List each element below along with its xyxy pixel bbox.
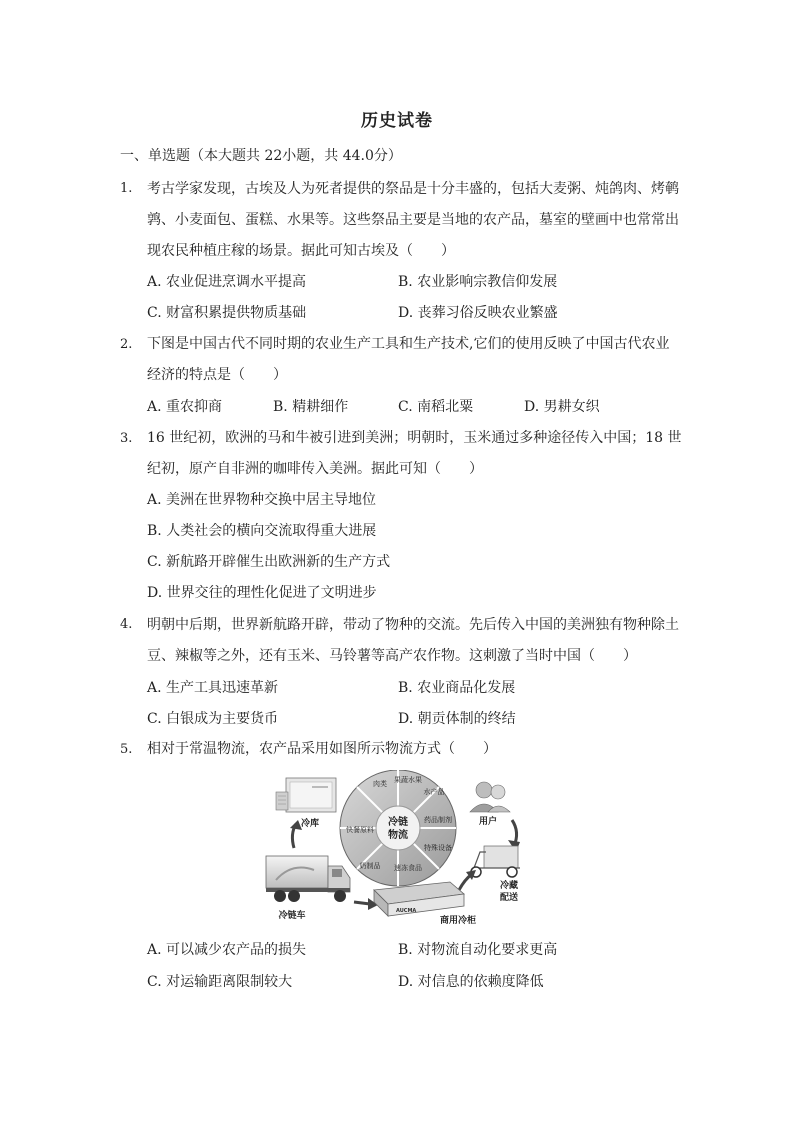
page-title: 历史试卷 [361, 111, 433, 131]
question-5-option-a[interactable]: A. 可以减少农产品的损失 [147, 942, 307, 958]
question-3-text-line-2: 纪初，原产自非洲的咖啡传入美洲。据此可知（ ） [147, 461, 483, 477]
question-3-option-c[interactable]: C. 新航路开辟催生出欧洲新的生产方式 [147, 554, 391, 570]
question-4-option-d[interactable]: D. 朝贡体制的终结 [398, 711, 516, 727]
segment-label-special: 特殊设备 [424, 844, 452, 852]
question-5-option-c[interactable]: C. 对运输距离限制较大 [147, 974, 293, 990]
arrow-icon [354, 902, 370, 904]
truck-label: 冷链车 [278, 911, 306, 921]
question-4-option-c[interactable]: C. 白银成为主要货币 [147, 711, 279, 727]
question-1-number: 1. [120, 181, 133, 196]
question-5-option-d[interactable]: D. 对信息的依赖度降低 [398, 974, 544, 990]
question-4-option-a[interactable]: A. 生产工具迅速革新 [147, 680, 279, 696]
segment-label-fastfood: 快餐原料 [346, 826, 374, 834]
commercial-freezer-icon [374, 882, 464, 916]
cold-storage-label: 冷库 [300, 819, 320, 829]
question-1-option-c[interactable]: C. 财富积累提供物质基础 [147, 305, 307, 321]
question-1-option-d[interactable]: D. 丧葬习俗反映农业繁盛 [398, 305, 558, 321]
question-1-text-line-1: 考古学家发现，古埃及人为死者提供的祭品是十分丰盛的，包括大麦粥、炖鸽肉、烤鹌 [147, 181, 679, 197]
delivery-tricycle-icon [471, 846, 520, 877]
question-4-option-b[interactable]: B. 农业商品化发展 [398, 680, 516, 696]
question-5-option-b[interactable]: B. 对物流自动化要求更高 [398, 942, 558, 958]
question-2-number: 2. [120, 337, 133, 352]
question-5-text-line-1: 相对于常温物流，农产品采用如图所示物流方式（ ） [147, 741, 497, 757]
question-3-text-line-1: 16 世纪初，欧洲的马和牛被引进到美洲；明朝时，玉米通过多种途径传入中国；18 世 [147, 430, 682, 446]
cold-delivery-label-line-2: 配送 [499, 893, 519, 903]
question-3-number: 3. [120, 431, 133, 446]
segment-label-aquatic: 水产品 [423, 788, 445, 796]
segment-label-meat: 肉类 [373, 780, 387, 788]
question-2-text-line-2: 经济的特点是（ ） [147, 367, 287, 383]
question-2-option-d[interactable]: D. 男耕女织 [524, 399, 600, 415]
cabinet-label: 商用冷柜 [439, 916, 477, 926]
users-icon [470, 782, 510, 812]
globe-center-line-1: 冷链 [388, 817, 408, 828]
user-label: 用户 [478, 817, 498, 827]
question-2-text-line-1: 下图是中国古代不同时期的农业生产工具和生产技术,它们的使用反映了中国古代农业 [147, 336, 670, 352]
segment-label-frozen: 速冻食品 [394, 864, 422, 872]
cold-storage-icon [276, 778, 336, 812]
question-3-option-b[interactable]: B. 人类社会的横向交流取得重大进展 [147, 523, 377, 539]
segment-label-dairy: 奶制品 [359, 862, 381, 870]
section-heading: 一、单选题（本大题共 22小题，共 44.0分） [120, 148, 402, 164]
segment-label-medicine: 药品制剂 [424, 816, 452, 824]
question-2-option-b[interactable]: B. 精耕细作 [273, 399, 349, 415]
question-4-number: 4. [120, 617, 133, 632]
question-3-option-a[interactable]: A. 美洲在世界物种交换中居主导地位 [147, 492, 377, 508]
question-1-option-b[interactable]: B. 农业影响宗教信仰发展 [398, 274, 558, 290]
cold-chain-truck-icon [266, 856, 350, 902]
question-1-text-line-2: 鹑、小麦面包、蛋糕、水果等。这些祭品主要是当地的农产品，墓室的壁画中也常常出 [147, 212, 679, 228]
question-4-text-line-1: 明朝中后期，世界新航路开辟，带动了物种的交流。先后传入中国的美洲独有物种除土 [147, 617, 679, 633]
question-3-option-d[interactable]: D. 世界交往的理性化促进了文明进步 [147, 585, 377, 601]
question-5-number: 5. [120, 742, 133, 757]
cold-delivery-label-line-1: 冷藏 [499, 881, 519, 891]
question-1-text-line-3: 现农民种植庄稼的场景。据此可知古埃及（ ） [147, 243, 455, 259]
cold-chain-logistics-figure [262, 770, 534, 926]
question-4-text-line-2: 豆、辣椒等之外，还有玉米、马铃薯等高产农作物。这刺激了当时中国（ ） [147, 648, 637, 664]
question-2-option-a[interactable]: A. 重农抑商 [147, 399, 223, 415]
question-1-option-a[interactable]: A. 农业促进烹调水平提高 [147, 274, 307, 290]
question-2-option-c[interactable]: C. 南稻北粟 [398, 399, 474, 415]
freezer-brand-logo: AUCMA [396, 908, 417, 914]
segment-label-fruit: 果蔬水果 [394, 776, 422, 784]
globe-center-line-2: 物流 [388, 830, 408, 841]
